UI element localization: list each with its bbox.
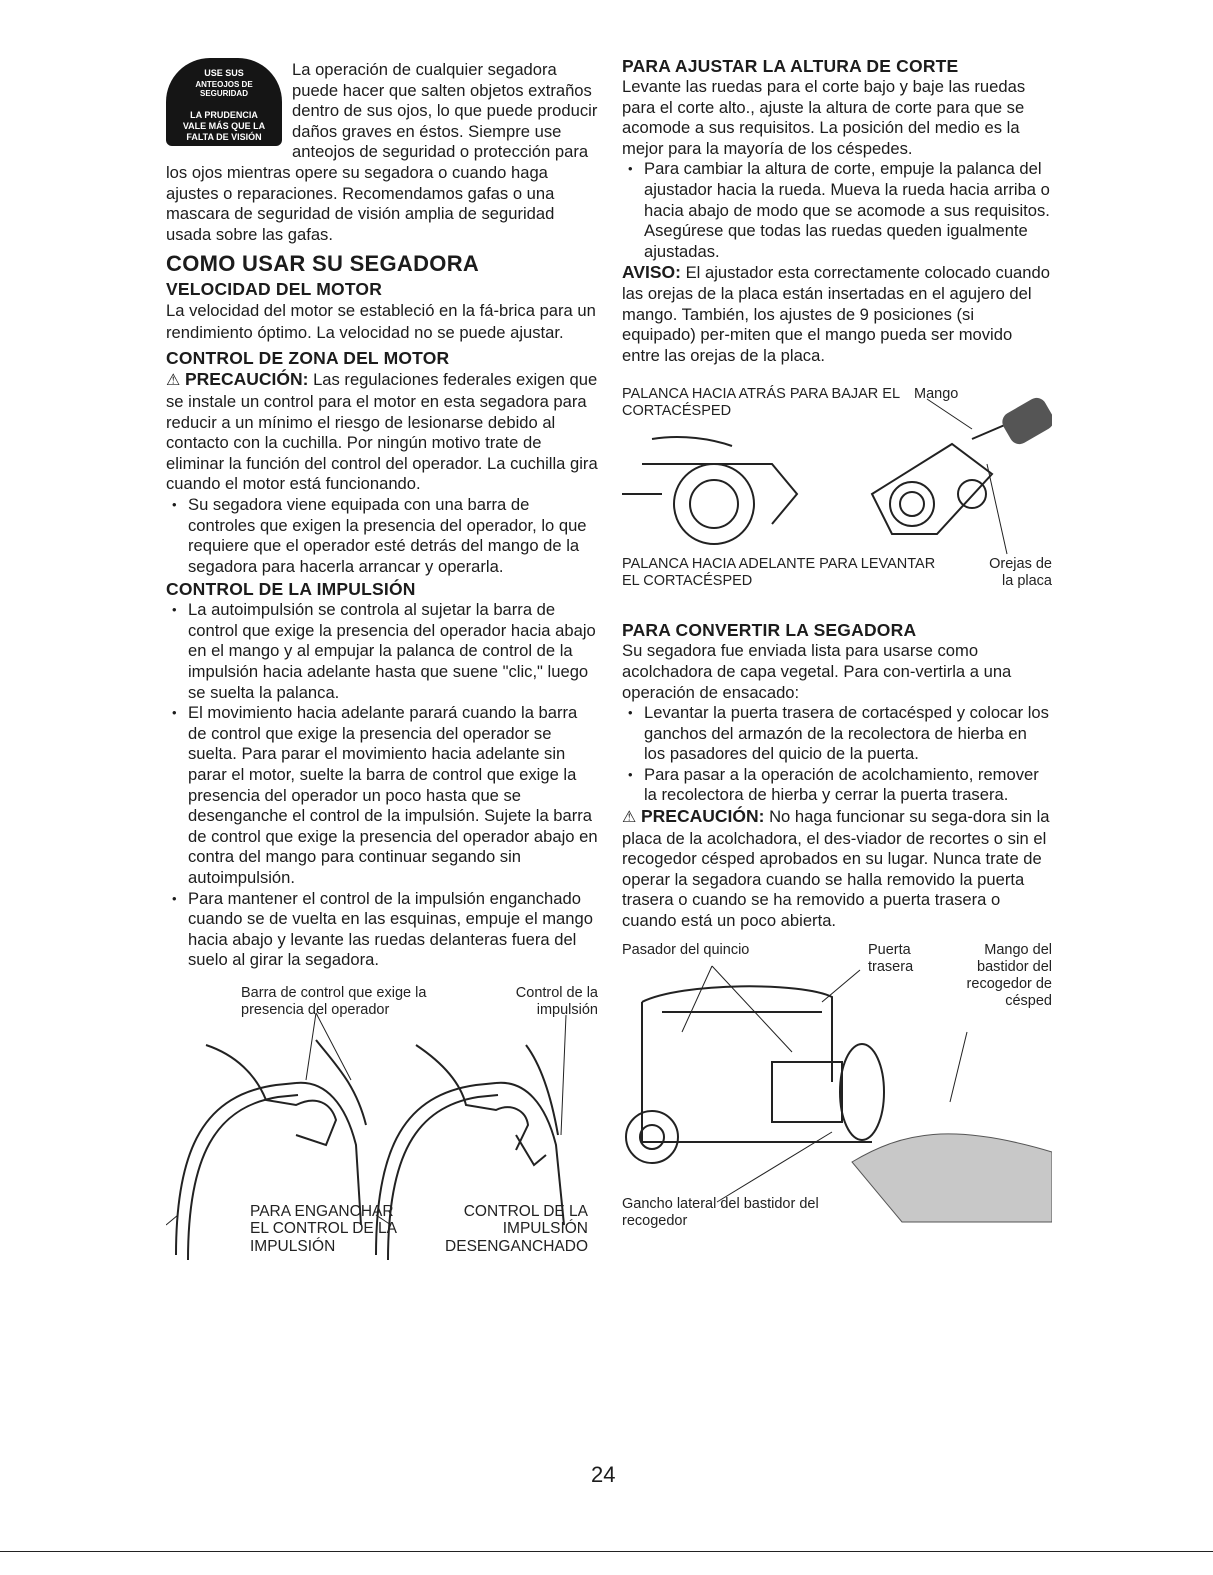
- figure-label-lever-back: PALANCA HACIA ATRÁS PARA BAJAR EL CORTACÉSPED: [622, 386, 900, 420]
- list-item: • La autoimpulsión se controla al sujetar la barra de control que exige la presencia del operador hacia abajo en el mango y al empujar la palanca de control de la impulsión hacia adelante hasta que suene "clic," luego se suelta la palanca.: [166, 600, 598, 703]
- figure-label-catcher-frame-handle: Mango del bastidor del recogedor de césped: [966, 941, 1052, 1009]
- list-item: • Para mantener el control de la impulsión enganchado cuando se de vuelta en las esquinas, empuje el mango hacia abajo y levante las ruedas delanteras fuera del suelo al girar la segadora.: [166, 889, 598, 971]
- subheading-engine-zone-control: CONTROL DE ZONA DEL MOTOR: [166, 348, 450, 369]
- figure-label-hinge-pin: Pasador del quincio: [622, 941, 750, 958]
- height-bullets: [622, 159, 1052, 262]
- drive-bullets: [166, 600, 598, 971]
- warning-icon: ⚠: [622, 809, 637, 827]
- height-adjuster-figure: [622, 384, 1052, 604]
- badge-line: SEGURIDAD: [199, 89, 248, 98]
- figure-label-drive-control: Control de la impulsión: [515, 984, 598, 1018]
- right-column: [622, 52, 1052, 1242]
- warning-icon: ⚠: [166, 372, 181, 390]
- engine-speed-text: La velocidad del motor se estableció en la fá-brica para un rendimiento óptimo. La velocidad no se puede ajustar.: [166, 301, 596, 343]
- safety-intro-text: La operación de cualquier segadora puede hacer que salten objetos extraños dentro de sus ojos, lo que puede producir daños graves en éstos. Siempre use anteojos de seguridad o protección para los ojos mientras opere su segadora o cuando haga ajustes o reparaciones. Recomendamos gafas o una mascara de seguridad de visión amplia de seguridad usada sobre las gafas.: [166, 60, 598, 244]
- warning-label: PRECAUCIÓN:: [640, 806, 765, 827]
- notice-text: El ajustador esta correctamente colocado cuando las orejas de la placa están insertadas en el agujero del mango. También, los ajustes de 9 posiciones (si equipado) per-miten que el mango pueda ser movido entre las orejas de la placa.: [622, 263, 1050, 365]
- safety-glasses-badge: [166, 58, 282, 146]
- left-column: [166, 52, 598, 1285]
- list-item: • Para pasar a la operación de acolchamiento, remover la recolectora de hierba y cerrar la puerta trasera.: [622, 765, 1052, 806]
- figure-label-lever-forward: PALANCA HACIA ADELANTE PARA LEVANTAR EL CORTACÉSPED: [622, 556, 936, 590]
- warning-label: PRECAUCIÓN:: [184, 369, 309, 390]
- badge-line: USE SUS: [204, 68, 244, 78]
- list-item: • Su segadora viene equipada con una barra de controles que exigen la presencia del operador, lo que requiere que el operador esté detrás del mango de la segadora para hacerla arrancar y operarla.: [166, 495, 598, 577]
- convert-text: Su segadora fue enviada lista para usarse como acolchadora de capa vegetal. Para con-vertirla a una operación de ensacado:: [622, 641, 1012, 702]
- cutting-height-text: Levante las ruedas para el corte bajo y baje las ruedas para el corte alto., ajuste la altura de corte para que se acomode a sus requisitos. La posición del medio es la mejor para la mayoría de los céspedes.: [622, 77, 1026, 158]
- list-item: • Levantar la puerta trasera de cortacésped y colocar los ganchos del armazón de la recolectora de hierba en los pasadores del quicio de la puerta.: [622, 703, 1052, 765]
- warning-text: Las regulaciones federales exigen que se instale un control para el motor en esta segadora para reducir a un mínimo el riesgo de lesionarse debido al contacto con la cuchilla. Por ningún motivo trate de eliminar la función del control del operador. La cuchilla gira cuando el motor está funcionando.: [166, 370, 598, 494]
- zone-warning: [166, 369, 598, 495]
- badge-line: LA PRUDENCIA: [190, 110, 258, 120]
- list-item: • Para cambiar la altura de corte, empuje la palanca del ajustador hacia la rueda. Mueva la rueda hacia arriba o hacia abajo de modo que se acomode a sus requisitos. Asegúrese que todas las ruedas queden igualmente ajustadas.: [622, 159, 1052, 262]
- figure-label-engage: PARA ENGANCHAR EL CONTROL DE LA IMPULSIÓN: [250, 1202, 397, 1255]
- zone-bullets: [166, 495, 598, 577]
- badge-line: VALE MÁS QUE LA: [182, 121, 266, 131]
- notice-label: AVISO:: [622, 262, 681, 283]
- figure-label-plate-ears: Orejas de la placa: [989, 556, 1052, 590]
- subheading-convert-mower: PARA CONVERTIR LA SEGADORA: [622, 620, 917, 641]
- footer-rule: [0, 1551, 1213, 1552]
- convert-warning: [622, 806, 1052, 932]
- notice-paragraph: [622, 262, 1052, 366]
- figure-label-handle: Mango: [914, 386, 959, 403]
- figure-label-disengaged: CONTROL DE LA IMPULSIÓN DESENGANCHADO: [445, 1202, 588, 1255]
- grass-catcher-figure: [622, 942, 1052, 1242]
- subheading-cutting-height: PARA AJUSTAR LA ALTURA DE CORTE: [622, 56, 959, 76]
- drive-control-figure: [166, 985, 598, 1285]
- warning-text: No haga funcionar su sega-dora sin la placa de la acolchadora, el des-viador de recortes o sin el recogedor césped aprobados en su lugar. Nunca trate de operar la segadora cuando se halla removido la puerta trasera o cuando se ha removido a puerta trasera o cuando está un poco abierta.: [622, 807, 1050, 931]
- section-heading-using-mower: COMO USAR SU SEGADORA: [166, 251, 480, 277]
- figure-label-rear-door: Puerta trasera: [868, 941, 914, 975]
- badge-line: FALTA DE VISIÓN: [186, 132, 262, 142]
- list-item: • El movimiento hacia adelante parará cuando la barra de control que exige la presencia del operador se suelta. Para parar el movimiento hacia adelante sin parar el motor, suelte la barra de control que exige la presencia del operador un poco hasta que se desenganche el control de la impulsión. Sujete la barra de control que exige la presencia del operador abajo en contra del mango para continuar segando sin autoimpulsión.: [166, 703, 598, 888]
- figure-label-side-hook: Gancho lateral del bastidor del recogedor: [622, 1195, 819, 1229]
- convert-bullets: [622, 703, 1052, 806]
- subheading-engine-speed: VELOCIDAD DEL MOTOR: [166, 279, 383, 300]
- page-number: 24: [591, 1462, 616, 1487]
- badge-line: ANTEOJOS DE: [195, 80, 253, 89]
- subheading-drive-control: CONTROL DE LA IMPULSIÓN: [166, 579, 416, 600]
- figure-label-presence-bar: Barra de control que exige la presencia del operador: [241, 984, 427, 1018]
